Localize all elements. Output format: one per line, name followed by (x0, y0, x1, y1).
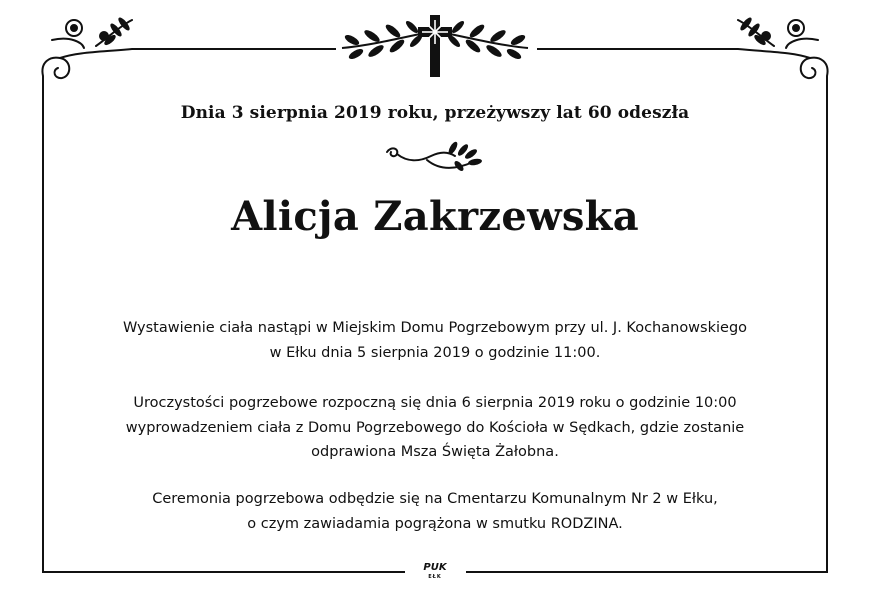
corner-flourish-icon (738, 16, 828, 92)
corner-flourish-icon (42, 16, 132, 92)
paragraph-line: odprawiona Msza Święta Żałobna. (311, 444, 559, 460)
deceased-name: Alicja Zakrzewska (231, 193, 639, 240)
paragraph-line: wyprowadzeniem ciała z Domu Pogrzebowego do Kościoła w Sędkach, gdzie zostanie (125, 419, 745, 436)
logo-text: PUK (423, 562, 447, 573)
announcement-paragraph-burial (40, 487, 830, 536)
paragraph-line: Wystawienie ciała nastąpi w Miejskim Domu Pogrzebowym przy ul. J. Kochanowskiego (122, 320, 748, 336)
frame-top-left-line (132, 48, 336, 50)
divider-flourish-icon (383, 140, 487, 176)
paragraph-line: Uroczystości pogrzebowe rozpoczną się dnia 6 sierpnia 2019 roku o godzinie 10:00 (133, 395, 737, 411)
top-ornament (0, 0, 870, 100)
frame-top-right-line (537, 48, 738, 50)
death-date-line: Dnia 3 sierpnia 2019 roku, przeżywszy lat 60 odeszła (180, 103, 690, 123)
frame-bottom-border-left (42, 571, 405, 573)
laurel-branch-icon (342, 19, 424, 61)
puk-logo (413, 562, 457, 584)
paragraph-line: w Ełku dnia 5 sierpnia 2019 o godzinie 11:00. (269, 344, 601, 361)
announcement-paragraph-viewing (40, 316, 830, 365)
logo-subtext: EŁK (428, 574, 442, 580)
frame-bottom-border-right (466, 571, 828, 573)
laurel-branch-icon (446, 19, 528, 61)
cross-icon (418, 15, 452, 77)
paragraph-line: Ceremonia pogrzebowa odbędzie się na Cmentarzu Komunalnym Nr 2 w Ełku, (152, 491, 718, 507)
announcement-paragraph-ceremony (40, 391, 830, 465)
paragraph-line: o czym zawiadamia pogrążona w smutku RODZINA. (247, 515, 623, 532)
